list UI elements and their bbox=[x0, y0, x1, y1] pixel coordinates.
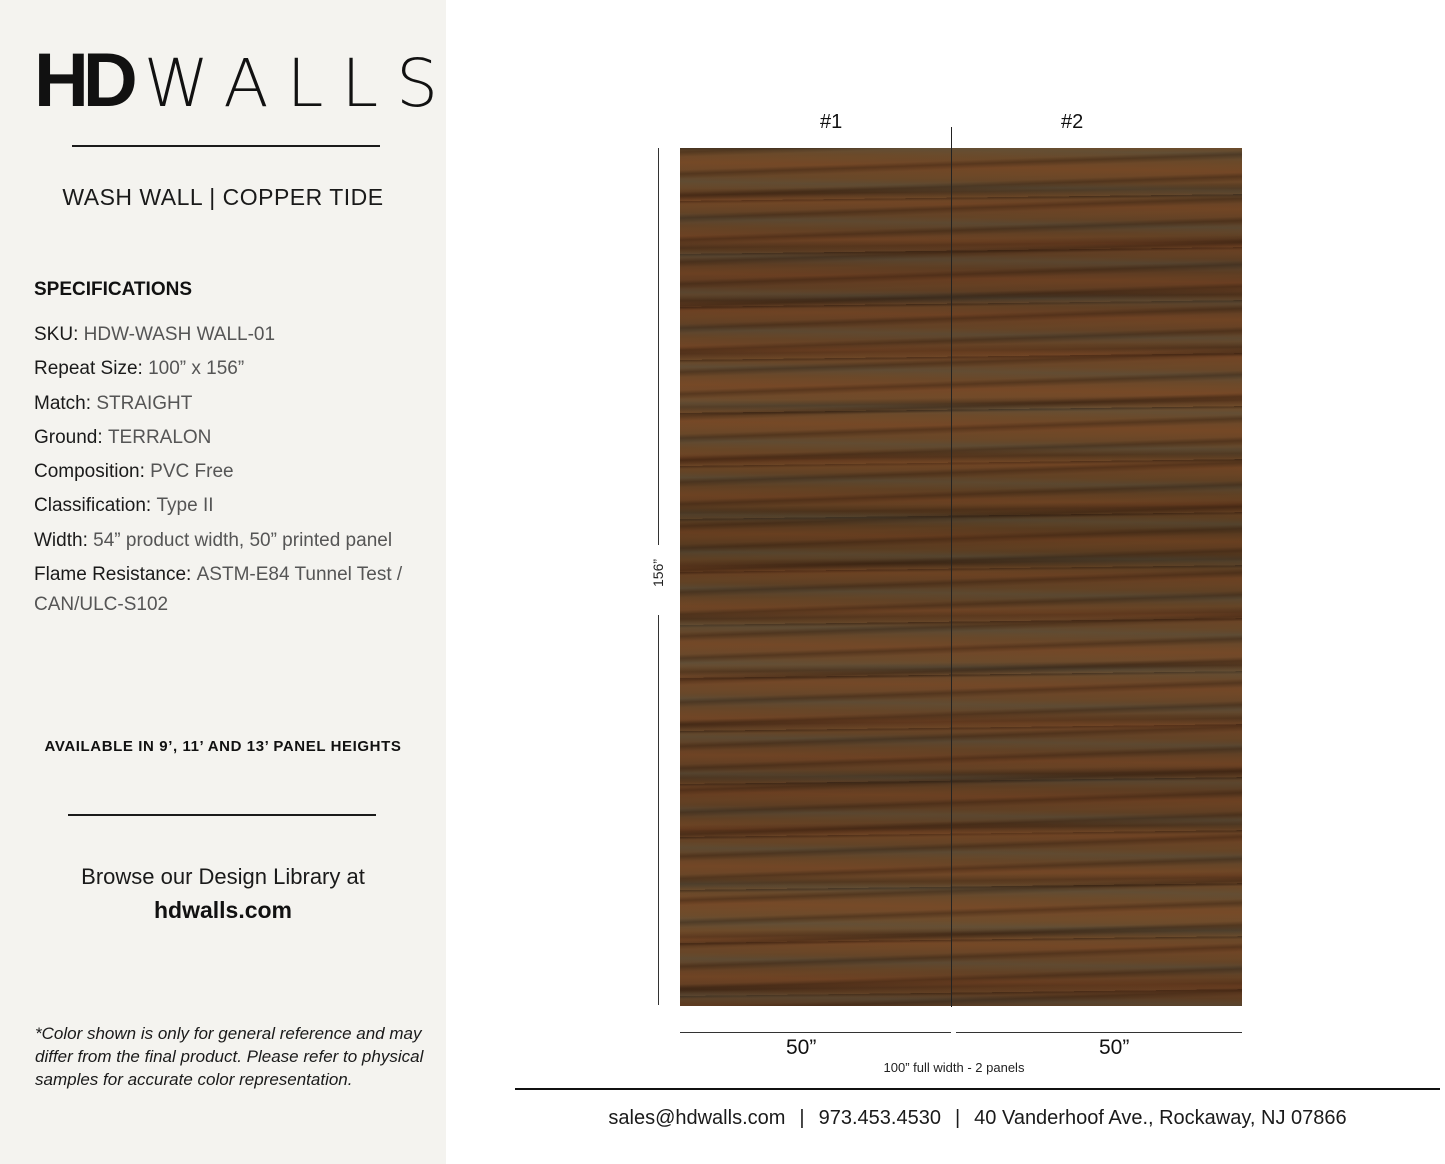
footer-separator: | bbox=[799, 1107, 805, 1129]
footer-email[interactable]: sales@hdwalls.com bbox=[608, 1107, 786, 1129]
height-dimension-label: 156” bbox=[650, 558, 666, 587]
spec-label: Composition: bbox=[34, 461, 145, 483]
contact-footer bbox=[515, 1107, 1440, 1130]
spec-value: Type II bbox=[156, 495, 214, 517]
footer-address: 40 Vanderhoof Ave., Rockaway, NJ 07866 bbox=[974, 1107, 1347, 1129]
website-link[interactable]: hdwalls.com bbox=[153, 897, 293, 923]
spec-value: ASTM-E84 Tunnel Test / CAN/ULC-S102 bbox=[34, 564, 403, 616]
full-width-label: 100” full width - 2 panels bbox=[883, 1060, 1025, 1075]
spec-label: Classification: bbox=[34, 495, 152, 517]
spec-value: 100” x 156” bbox=[148, 358, 245, 380]
bottom-divider bbox=[68, 814, 376, 816]
availability-note: AVAILABLE IN 9’, 11’ AND 13’ PANEL HEIGHTS bbox=[44, 738, 402, 755]
panel-label-2: #2 bbox=[1061, 111, 1084, 133]
panel-1-width-line bbox=[680, 1032, 951, 1033]
footer-divider bbox=[515, 1088, 1440, 1090]
spec-label: Ground: bbox=[34, 426, 103, 448]
hd-walls-logo bbox=[34, 38, 457, 123]
spec-value: TERRALON bbox=[107, 426, 212, 448]
spec-value: HDW-WASH WALL-01 bbox=[83, 324, 276, 345]
spec-width bbox=[34, 524, 434, 558]
spec-repeat-size bbox=[34, 352, 434, 386]
spec-value: PVC Free bbox=[150, 461, 234, 483]
spec-label: Width: bbox=[34, 529, 88, 551]
panel-2-width-line bbox=[956, 1032, 1242, 1033]
footer-phone[interactable]: 973.453.4530 bbox=[818, 1107, 941, 1129]
specifications-heading: SPECIFICATIONS bbox=[34, 279, 192, 300]
top-divider bbox=[72, 145, 380, 147]
height-dimension-line-bottom bbox=[658, 615, 659, 1005]
spec-composition bbox=[34, 455, 434, 489]
wallpaper-preview-image bbox=[680, 148, 1242, 1006]
spec-label: Repeat Size: bbox=[34, 358, 143, 380]
logo-light-text: WALLS bbox=[143, 45, 457, 122]
spec-value: 54” product width, 50” printed panel bbox=[93, 529, 393, 551]
footer-separator: | bbox=[954, 1107, 961, 1129]
color-disclaimer: *Color shown is only for general reference and may differ from the final product. Please refer to physical samples for accurate color representation. bbox=[35, 1024, 424, 1089]
spec-ground bbox=[34, 421, 434, 455]
spec-label: SKU: bbox=[34, 324, 79, 345]
spec-label: Flame Resistance: bbox=[34, 564, 192, 586]
logo-bold-text: HD bbox=[34, 38, 132, 123]
spec-flame-resistance bbox=[34, 560, 434, 620]
panel-1-width-label: 50” bbox=[786, 1036, 817, 1059]
sidebar bbox=[0, 0, 457, 1164]
product-title: WASH WALL | COPPER TIDE bbox=[62, 184, 384, 210]
spec-value: STRAIGHT bbox=[96, 392, 193, 414]
spec-match bbox=[34, 387, 434, 421]
height-dimension-line-top bbox=[658, 148, 659, 545]
specifications-list bbox=[34, 318, 434, 620]
spec-classification bbox=[34, 489, 434, 523]
spec-label: Match: bbox=[34, 392, 92, 414]
panel-label-1: #1 bbox=[820, 111, 843, 133]
spec-sku bbox=[34, 318, 434, 352]
panel-2-width-label: 50” bbox=[1099, 1036, 1130, 1059]
browse-text: Browse our Design Library at bbox=[81, 864, 365, 889]
panel-seam-line bbox=[951, 127, 952, 1007]
